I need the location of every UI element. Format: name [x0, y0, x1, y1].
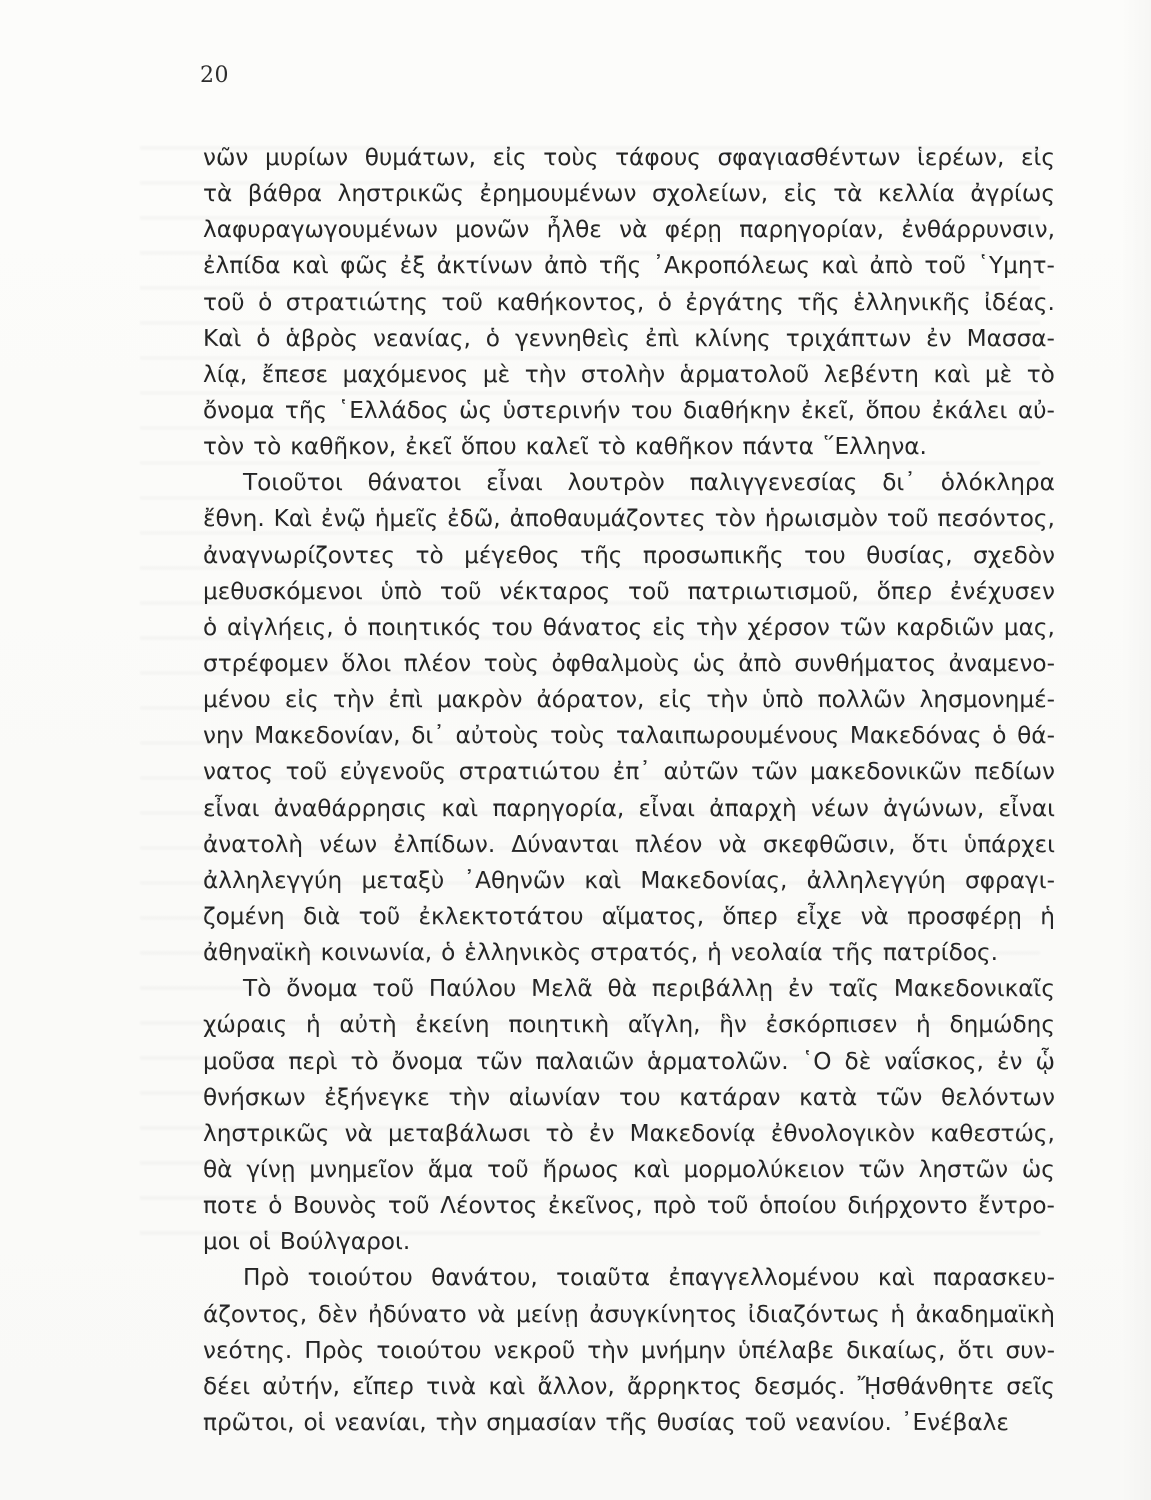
- text-line: Τὸ ὄνομα τοῦ Παύλου Μελᾶ θὰ περιβάλλῃ ἐν ταῖς Μακεδονικαῖς: [243, 975, 1055, 1003]
- text-line: μένου εἰς τὴν ἐπὶ μακρὸν ἀόρατον, εἰς τὴν ὑπὸ πολλῶν λησμονημέ-: [203, 686, 1055, 714]
- text-line: ἐλπίδα καὶ φῶς ἐξ ἀκτίνων ἀπὸ τῆς ᾿Ακροπόλεως καὶ ἀπὸ τοῦ ῾Υμητ-: [203, 252, 1055, 280]
- text-line: Τοιοῦτοι θάνατοι εἶναι λουτρὸν παλιγγενεσίας δι᾿ ὁλόκληρα: [243, 469, 1055, 497]
- text-line: ἀλληλεγγύη μεταξὺ ᾿Αθηνῶν καὶ Μακεδονίας, ἀλληλεγγύη σφραγι-: [203, 866, 1055, 894]
- text-line: ἀνατολὴ νέων ἐλπίδων. Δύνανται πλέον νὰ σκεφθῶσιν, ὅτι ὑπάρχει: [203, 830, 1055, 858]
- text-line: λαφυραγωγουμένων μονῶν ἦλθε νὰ φέρῃ παρηγορίαν, ἐνθάρρυνσιν,: [203, 216, 1055, 244]
- text-line: ἀθηναϊκὴ κοινωνία, ὁ ἑλληνικὸς στρατός, ἡ νεολαία τῆς πατρίδος.: [203, 939, 998, 967]
- text-line: μοῦσα περὶ τὸ ὄνομα τῶν παλαιῶν ἁρματολῶν. ῾Ο δὲ ναΐσκος, ἐν ᾧ: [203, 1047, 1055, 1075]
- paragraph: [203, 971, 1055, 1260]
- text-line: μοι οἱ Βούλγαροι.: [203, 1228, 411, 1256]
- text-line: άζοντος, δὲν ἠδύνατο νὰ μείνῃ ἀσυγκίνητος ἰδιαζόντως ἡ ἀκαδημαϊκὴ: [203, 1300, 1055, 1328]
- text-line: μεθυσκόμενοι ὑπὸ τοῦ νέκταρος τοῦ πατριωτισμοῦ, ὅπερ ἐνέχυσεν: [203, 577, 1055, 605]
- text-line: τὸν τὸ καθῆκον, ἐκεῖ ὅπου καλεῖ τὸ καθῆκον πάντα ῞Ελληνα.: [203, 433, 927, 461]
- paragraph: [203, 1260, 1055, 1441]
- text-line: Καὶ ὁ ἁβρὸς νεανίας, ὁ γεννηθεὶς ἐπὶ κλίνης τριχάπτων ἐν Μασσα-: [203, 324, 1055, 352]
- text-line: εἶναι ἀναθάρρησις καὶ παρηγορία, εἶναι ἀπαρχὴ νέων ἀγώνων, εἶναι: [203, 794, 1055, 822]
- paragraph: [203, 465, 1055, 971]
- paragraph: [203, 140, 1055, 465]
- text-line: ποτε ὁ Βουνὸς τοῦ Λέοντος ἐκεῖνος, πρὸ τοῦ ὁποίου διήρχοντο ἔντρο-: [203, 1192, 1055, 1220]
- text-line: ἔθνη. Καὶ ἐνῷ ἡμεῖς ἐδῶ, ἀποθαυμάζοντες τὸν ἡρωισμὸν τοῦ πεσόντος,: [203, 505, 1055, 533]
- text-line: τοῦ ὁ στρατιώτης τοῦ καθήκοντος, ὁ ἐργάτης τῆς ἑλληνικῆς ἰδέας.: [203, 288, 1055, 316]
- text-line: χώραις ἡ αὐτὴ ἐκείνη ποιητικὴ αἴγλη, ἣν ἐσκόρπισεν ἡ δημώδης: [203, 1011, 1055, 1039]
- text-line: λίᾳ, ἔπεσε μαχόμενος μὲ τὴν στολὴν ἁρματολοῦ λεβέντη καὶ μὲ τὸ: [203, 360, 1055, 388]
- text-line: ὁ αἰγλήεις, ὁ ποιητικός του θάνατος εἰς τὴν χέρσον τῶν καρδιῶν μας,: [203, 613, 1055, 641]
- text-line: ἀναγνωρίζοντες τὸ μέγεθος τῆς προσωπικῆς του θυσίας, σχεδὸν: [203, 541, 1055, 569]
- text-line: Πρὸ τοιούτου θανάτου, τοιαῦτα ἐπαγγελλομένου καὶ παρασκευ-: [243, 1264, 1055, 1292]
- text-line: θὰ γίνῃ μνημεῖον ἅμα τοῦ ἥρωος καὶ μορμολύκειον τῶν ληστῶν ὡς: [203, 1155, 1055, 1183]
- text-line: ὄνομα τῆς ῾Ελλάδος ὡς ὑστερινήν του διαθήκην ἐκεῖ, ὅπου ἐκάλει αὐ-: [203, 396, 1055, 424]
- text-line: πρῶτοι, οἱ νεανίαι, τὴν σημασίαν τῆς θυσίας τοῦ νεανίου. ᾿Ενέβαλε: [203, 1408, 1009, 1436]
- text-line: νεότης. Πρὸς τοιούτου νεκροῦ τὴν μνήμην ὑπέλαβε δικαίως, ὅτι συν-: [203, 1336, 1055, 1364]
- page-edge-shadow: [1121, 0, 1151, 1500]
- text-line: στρέφομεν ὅλοι πλέον τοὺς ὀφθαλμοὺς ὡς ἀπὸ συνθήματος ἀναμενο-: [203, 649, 1055, 677]
- text-line: ζομένη διὰ τοῦ ἐκλεκτοτάτου αἵματος, ὅπερ εἶχε νὰ προσφέρῃ ἡ: [203, 902, 1055, 930]
- text-line: ληστρικῶς νὰ μεταβάλωσι τὸ ἐν Μακεδονίᾳ ἐθνολογικὸν καθεστώς,: [203, 1119, 1055, 1147]
- text-line: θνήσκων ἐξήνεγκε τὴν αἰωνίαν του κατάραν κατὰ τῶν θελόντων: [203, 1083, 1055, 1111]
- text-line: νῶν μυρίων θυμάτων, εἰς τοὺς τάφους σφαγιασθέντων ἱερέων, εἰς: [203, 144, 1055, 171]
- text-line: νην Μακεδονίαν, δι᾿ αὐτοὺς τοὺς ταλαιπωρουμένους Μακεδόνας ὁ θά-: [203, 722, 1055, 750]
- text-line: νατος τοῦ εὐγενοῦς στρατιώτου ἐπ᾿ αὐτῶν τῶν μακεδονικῶν πεδίων: [203, 758, 1055, 786]
- body-text: [203, 140, 1055, 1441]
- page-number: 20: [200, 63, 229, 88]
- text-line: τὰ βάθρα ληστρικῶς ἐρημουμένων σχολείων, εἰς τὰ κελλία ἀγρίως: [203, 180, 1055, 208]
- text-line: δέει αὐτήν, εἴπερ τινὰ καὶ ἄλλον, ἄρρηκτος δεσμός. ᾜσθάνθητε σεῖς: [203, 1372, 1055, 1400]
